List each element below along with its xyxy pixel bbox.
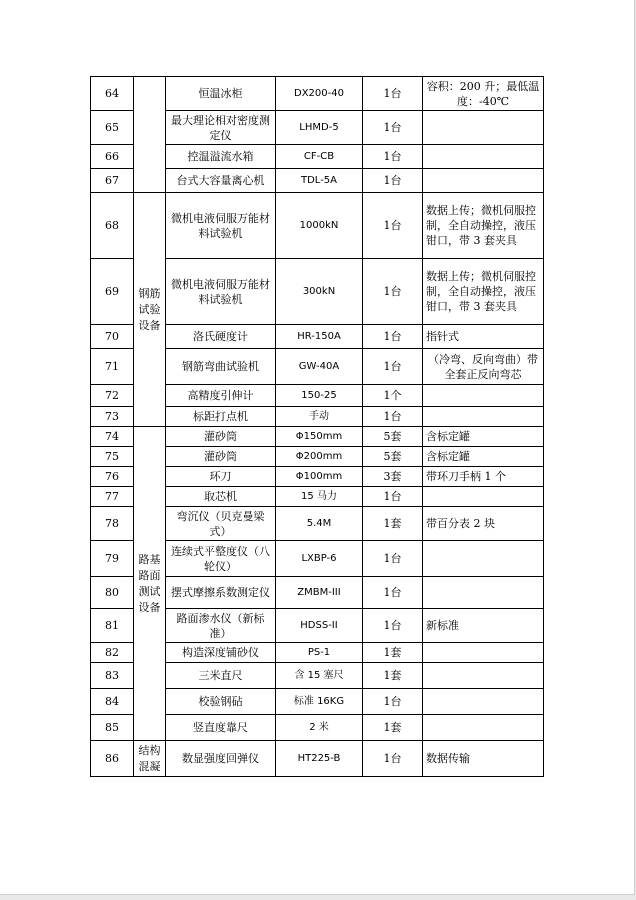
model-cell: TDL-5A xyxy=(276,169,363,193)
equipment-name-cell: 控温溢流水箱 xyxy=(166,145,276,169)
equipment-name-cell: 三米直尺 xyxy=(166,663,276,689)
row-number-cell: 78 xyxy=(91,507,134,541)
model-cell: ZMBM-III xyxy=(276,577,363,609)
quantity-cell: 1个 xyxy=(363,385,423,407)
quantity-cell: 1台 xyxy=(363,349,423,385)
row-number-cell: 77 xyxy=(91,487,134,507)
remarks-cell: 含标定罐 xyxy=(423,427,544,447)
quantity-cell: 1台 xyxy=(363,577,423,609)
equipment-name-cell: 灌砂筒 xyxy=(166,447,276,467)
row-number-cell: 84 xyxy=(91,689,134,715)
quantity-cell: 1套 xyxy=(363,643,423,663)
category-cell: 钢筋试验设备 xyxy=(134,193,166,427)
model-cell: Φ150mm xyxy=(276,427,363,447)
row-number-cell: 83 xyxy=(91,663,134,689)
table-row xyxy=(91,77,544,111)
table-row xyxy=(91,193,544,259)
quantity-cell: 1台 xyxy=(363,145,423,169)
category-cell xyxy=(134,77,166,193)
remarks-cell xyxy=(423,111,544,145)
quantity-cell: 1台 xyxy=(363,169,423,193)
row-number-cell: 73 xyxy=(91,407,134,427)
quantity-cell: 1台 xyxy=(363,609,423,643)
row-number-cell: 71 xyxy=(91,349,134,385)
row-number-cell: 76 xyxy=(91,467,134,487)
remarks-cell: 数据上传；微机伺服控制，全自动操控，液压钳口，带 3 套夹具 xyxy=(423,193,544,259)
remarks-cell: 数据传输 xyxy=(423,741,544,777)
model-cell: 5.4M xyxy=(276,507,363,541)
row-number-cell: 82 xyxy=(91,643,134,663)
equipment-name-cell: 环刀 xyxy=(166,467,276,487)
model-cell: DX200-40 xyxy=(276,77,363,111)
equipment-name-cell: 竖直度靠尺 xyxy=(166,715,276,741)
model-cell: 300kN xyxy=(276,259,363,325)
row-number-cell: 64 xyxy=(91,77,134,111)
equipment-name-cell: 微机电液伺服万能材料试验机 xyxy=(166,259,276,325)
quantity-cell: 3套 xyxy=(363,467,423,487)
remarks-cell xyxy=(423,385,544,407)
remarks-cell: 指针式 xyxy=(423,325,544,349)
category-cell: 结构混凝 xyxy=(134,741,166,777)
quantity-cell: 1台 xyxy=(363,77,423,111)
row-number-cell: 67 xyxy=(91,169,134,193)
table-row xyxy=(91,741,544,777)
equipment-name-cell: 台式大容量离心机 xyxy=(166,169,276,193)
model-cell: LHMD-5 xyxy=(276,111,363,145)
quantity-cell: 1台 xyxy=(363,325,423,349)
equipment-name-cell: 高精度引伸计 xyxy=(166,385,276,407)
equipment-name-cell: 钢筋弯曲试验机 xyxy=(166,349,276,385)
remarks-cell xyxy=(423,577,544,609)
equipment-name-cell: 校验钢砧 xyxy=(166,689,276,715)
equipment-name-cell: 弯沉仪（贝克曼梁式） xyxy=(166,507,276,541)
remarks-cell: 数据上传；微机伺服控制，全自动操控，液压钳口，带 3 套夹具 xyxy=(423,259,544,325)
equipment-name-cell: 连续式平整度仪（八轮仪） xyxy=(166,541,276,577)
model-cell: 手动 xyxy=(276,407,363,427)
model-cell: HR-150A xyxy=(276,325,363,349)
model-cell: PS-1 xyxy=(276,643,363,663)
equipment-name-cell: 灌砂筒 xyxy=(166,427,276,447)
row-number-cell: 80 xyxy=(91,577,134,609)
table-row xyxy=(91,427,544,447)
quantity-cell: 1台 xyxy=(363,689,423,715)
remarks-cell xyxy=(423,169,544,193)
remarks-cell: 带百分表 2 块 xyxy=(423,507,544,541)
remarks-cell xyxy=(423,643,544,663)
row-number-cell: 85 xyxy=(91,715,134,741)
equipment-name-cell: 摆式摩擦系数测定仪 xyxy=(166,577,276,609)
row-number-cell: 66 xyxy=(91,145,134,169)
model-cell: 1000kN xyxy=(276,193,363,259)
model-cell: LXBP-6 xyxy=(276,541,363,577)
quantity-cell: 5套 xyxy=(363,427,423,447)
remarks-cell xyxy=(423,715,544,741)
row-number-cell: 81 xyxy=(91,609,134,643)
remarks-cell xyxy=(423,487,544,507)
remarks-cell xyxy=(423,145,544,169)
remarks-cell xyxy=(423,407,544,427)
category-cell: 路基路面测试设备 xyxy=(134,427,166,741)
model-cell: CF-CB xyxy=(276,145,363,169)
model-cell: 标准 16KG xyxy=(276,689,363,715)
equipment-name-cell: 洛氏硬度计 xyxy=(166,325,276,349)
quantity-cell: 1台 xyxy=(363,193,423,259)
remarks-cell: 新标准 xyxy=(423,609,544,643)
quantity-cell: 1台 xyxy=(363,259,423,325)
remarks-cell: 含标定罐 xyxy=(423,447,544,467)
quantity-cell: 5套 xyxy=(363,447,423,467)
row-number-cell: 75 xyxy=(91,447,134,467)
row-number-cell: 86 xyxy=(91,741,134,777)
quantity-cell: 1台 xyxy=(363,741,423,777)
equipment-name-cell: 最大理论相对密度测定仪 xyxy=(166,111,276,145)
equipment-name-cell: 路面渗水仪（新标准） xyxy=(166,609,276,643)
equipment-table xyxy=(90,76,544,777)
row-number-cell: 74 xyxy=(91,427,134,447)
equipment-name-cell: 恒温冰柜 xyxy=(166,77,276,111)
remarks-cell xyxy=(423,689,544,715)
quantity-cell: 1台 xyxy=(363,407,423,427)
model-cell: 含 15 塞尺 xyxy=(276,663,363,689)
row-number-cell: 65 xyxy=(91,111,134,145)
quantity-cell: 1套 xyxy=(363,715,423,741)
model-cell: HDSS-II xyxy=(276,609,363,643)
equipment-name-cell: 标距打点机 xyxy=(166,407,276,427)
remarks-cell: （冷弯、反向弯曲）带全套正反向弯芯 xyxy=(423,349,544,385)
quantity-cell: 1台 xyxy=(363,111,423,145)
quantity-cell: 1台 xyxy=(363,541,423,577)
quantity-cell: 1套 xyxy=(363,663,423,689)
model-cell: 2 米 xyxy=(276,715,363,741)
row-number-cell: 79 xyxy=(91,541,134,577)
row-number-cell: 69 xyxy=(91,259,134,325)
equipment-name-cell: 构造深度铺砂仪 xyxy=(166,643,276,663)
equipment-name-cell: 取芯机 xyxy=(166,487,276,507)
model-cell: Φ200mm xyxy=(276,447,363,467)
model-cell: HT225-B xyxy=(276,741,363,777)
remarks-cell: 带环刀手柄 1 个 xyxy=(423,467,544,487)
row-number-cell: 68 xyxy=(91,193,134,259)
equipment-name-cell: 微机电液伺服万能材料试验机 xyxy=(166,193,276,259)
model-cell: GW-40A xyxy=(276,349,363,385)
model-cell: 150-25 xyxy=(276,385,363,407)
remarks-cell: 容积：200 升；最低温度：-40℃ xyxy=(423,77,544,111)
quantity-cell: 1套 xyxy=(363,507,423,541)
model-cell: Φ100mm xyxy=(276,467,363,487)
equipment-name-cell: 数显强度回弹仪 xyxy=(166,741,276,777)
remarks-cell xyxy=(423,541,544,577)
quantity-cell: 1台 xyxy=(363,487,423,507)
model-cell: 15 马力 xyxy=(276,487,363,507)
row-number-cell: 72 xyxy=(91,385,134,407)
row-number-cell: 70 xyxy=(91,325,134,349)
remarks-cell xyxy=(423,663,544,689)
